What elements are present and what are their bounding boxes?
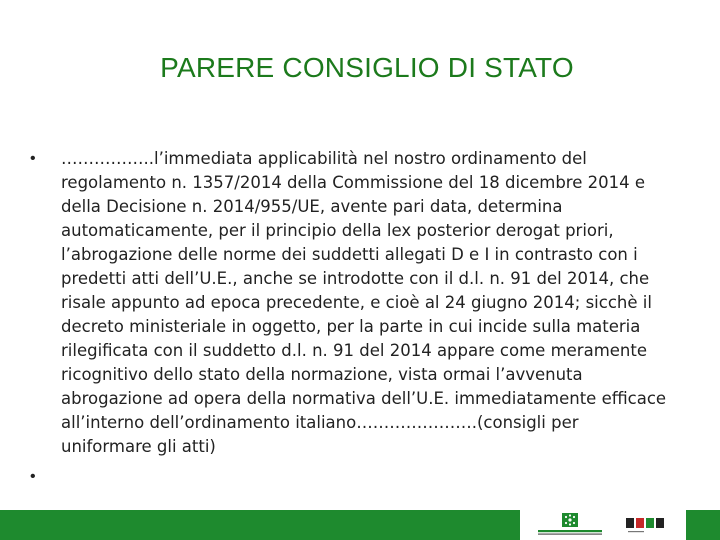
list-item (30, 147, 670, 459)
bullet-text: ……………..l’immediata applicabilità nel nostro ordinamento del regolamento n. 1357/2014 della Commissione del 18 dicembre 2014 e della Decisione n. 2014/955/UE, avente pari data, determina automaticamente, per il principio della lex posterior derogat priori, l’abrogazione delle norme dei suddetti allegati D e I in contrasto con i predetti atti dell’U.E., anche se introdotte con il d.l. n. 91 del 2014, che risale appunto ad epoca precedente, e cioè al 24 giugno 2014; sicchè il decreto ministeriale in oggetto, per la parte in cui incide sulla materia rilegificata con il suddetto d.l. n. 91 del 2014 appare come meramente ricognitivo dello stato della normazione, vista ormai l’avvenuta abrogazione ad opera della normativa dell’U.E. immediatamente efficace all’interno dell’ordinamento italiano………………….(consigli per uniformare gli atti) (61, 149, 667, 456)
footer-green-band (0, 510, 520, 540)
bullet-marker: • (30, 468, 36, 485)
list-item (30, 465, 670, 489)
bullet-marker: • (30, 150, 36, 167)
expo-logo (624, 512, 668, 538)
regione-lombardia-logo (534, 512, 606, 538)
slide-title: PARERE CONSIGLIO DI STATO (160, 52, 574, 83)
footer-bar (0, 510, 720, 540)
footer-green-tail (686, 510, 720, 540)
bullet-list (30, 147, 670, 489)
